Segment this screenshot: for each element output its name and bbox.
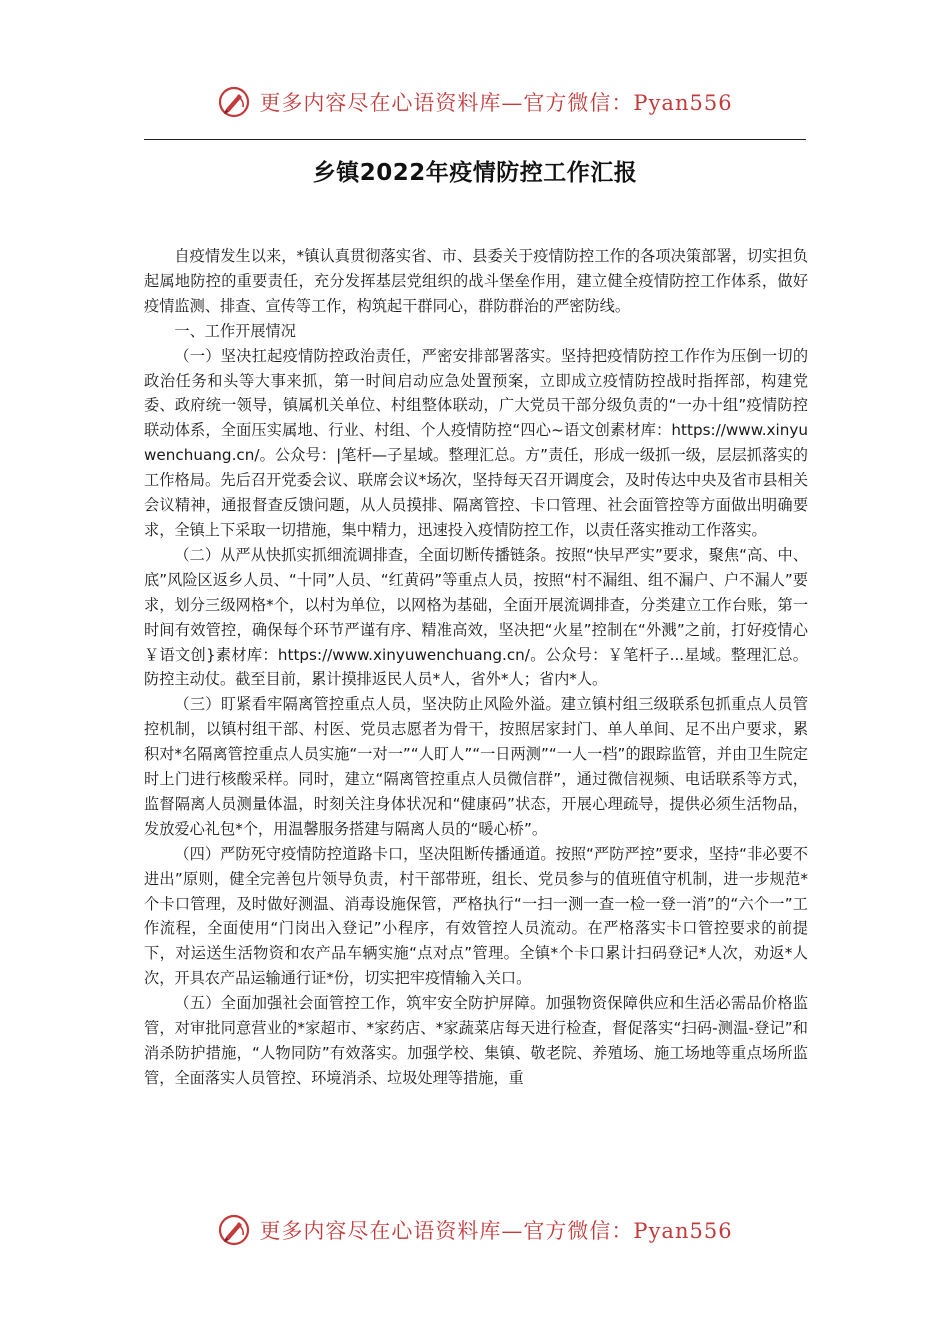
paragraph-5: （五）全面加强社会面管控工作，筑牢安全防护屏障。加强物资保障供应和生活必需品价格监管，对审批同意营业的*家超市、*家药店、*家蔬菜店每天进行检查，督促落实“扫码-测温-登记”和消杀防护措施，“人物同防”有效落实。加强学校、集镇、敬老院、养殖场、施工场地等重点场所监管，全面落实人员管控、环境消杀、垃圾处理等措施，重 xyxy=(144,994,808,1087)
paragraph-3: （三）盯紧看牢隔离管控重点人员，坚决防止风险外溢。建立镇村组三级联系包抓重点人员管控机制，以镇村组干部、村医、党员志愿者为骨干，按照居家封门、单人单间、足不出户要求，累积对*名隔离管控重点人员实施“一对一”“人盯人”“一日两测”“一人一档”的跟踪监管，并由卫生院定时上门进行核酸采样。同时，建立“隔离管控重点人员微信群”，通过微信视频、电话联系等方式，监督隔离人员测量体温，时刻关注身体状况和“健康码”状态，开展心理疏导，提供必须生活物品，发放爱心礼包*个，用温馨服务搭建与隔离人员的“暖心桥”。 xyxy=(144,695,808,838)
section-heading: 一、工作开展情况 xyxy=(174,321,296,340)
pen-logo-icon xyxy=(217,1213,251,1247)
pen-logo-icon xyxy=(217,85,251,119)
document-body xyxy=(144,244,808,1091)
banner-text: 更多内容尽在心语资料库—官方微信：Pyan556 xyxy=(259,91,733,115)
footer-banner xyxy=(0,1208,950,1252)
banner-text: 更多内容尽在心语资料库—官方微信：Pyan556 xyxy=(259,1219,733,1243)
document-title: 乡镇2022年疫情防控工作汇报 xyxy=(312,160,638,186)
paragraph-1: （一）坚决扛起疫情防控政治责任，严密安排部署落实。坚持把疫情防控工作作为压倒一切的政治任务和头等大事来抓，第一时间启动应急处置预案，立即成立疫情防控战时指挥部，构建党委、政府统一领导，镇属机关单位、村组整体联动，广大党员干部分级负责的“一办十组”疫情防控联动体系，全面压实属地、行业、村组、个人疫情防控“四心~语文创素材库：https://www.xinyuwenchuang.cn/。公众号：|笔杆—子星域。整理汇总。方”责任，形成一级抓一级，层层抓落实的工作格局。先后召开党委会议、联席会议*场次，坚持每天召开调度会，及时传达中央及省市县相关会议精神，通报督查反馈问题，从人员摸排、隔离管控、卡口管理、社会面管控等方面做出明确要求，全镇上下采取一切措施，集中精力，迅速投入疫情防控工作，以责任落实推动工作落实。 xyxy=(144,346,808,539)
header-divider xyxy=(144,139,806,140)
paragraph-2: （二）从严从快抓实抓细流调排查，全面切断传播链条。按照“快早严实”要求，聚焦“高、中、底”风险区返乡人员、“十同”人员、“红黄码”等重点人员，按照“村不漏组、组不漏户、户不漏人”要求，划分三级网格*个，以村为单位，以网格为基础，全面开展流调排查，分类建立工作台账，第一时间有效管控，确保每个环节严谨有序、精准高效，坚决把“火星”控制在“外溅”之前，打好疫情心￥语文创}素材库：https://www.xinyuwenchuang.cn/。公众号：￥笔杆子...星域。整理汇总。防控主动仗。截至目前，累计摸排返民人员*人，省外*人；省内*人。 xyxy=(144,545,808,689)
paragraph-4: （四）严防死守疫情防控道路卡口，坚决阻断传播通道。按照“严防严控”要求，坚持“非必要不进出”原则，健全完善包片领导负责，村干部带班，组长、党员参与的值班值守机制，进一步规范*个卡口管理，及时做好测温、消毒设施保管，严格执行“一扫一测一查一检一登一消”的“六个一”工作流程，全面使用“门岗出入登记”小程序，有效管控人员流动。在严格落实卡口管控要求的前提下，对运送生活物资和农产品车辆实施“点对点”管理。全镇*个卡口累计扫码登记*人次，劝返*人次，开具农产品运输通行证*份，切实把牢疫情输入关口。 xyxy=(144,844,808,988)
header-banner xyxy=(0,80,950,124)
paragraph-intro: 自疫情发生以来，*镇认真贯彻落实省、市、县委关于疫情防控工作的各项决策部署，切实担负起属地防控的重要责任，充分发挥基层党组织的战斗堡垒作用，建立健全疫情防控工作体系，做好疫情监测、排查、宣传等工作，构筑起干群同心，群防群治的严密防线。 xyxy=(144,247,808,315)
